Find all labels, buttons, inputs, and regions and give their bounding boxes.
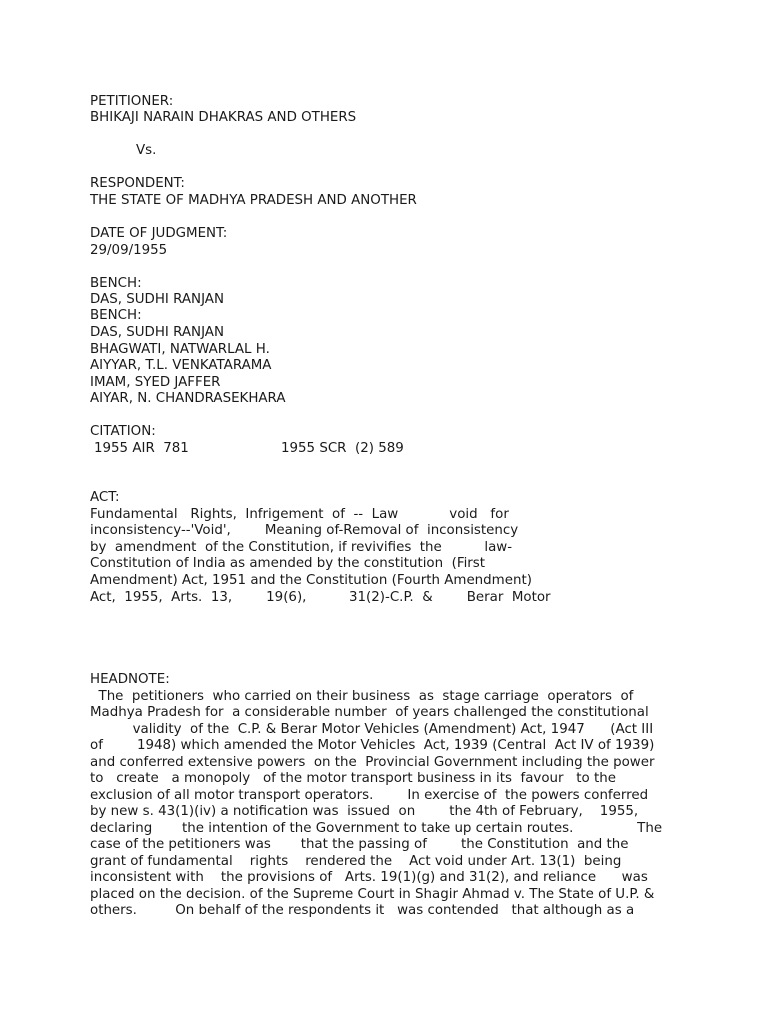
respondent-name: THE STATE OF MADHYA PRADESH AND ANOTHER [90, 193, 417, 208]
act-line: Fundamental Rights, Infrigement of -- Law void for [90, 507, 509, 522]
act-line: Amendment) Act, 1951 and the Constitution (Fourth Amendment) [90, 573, 532, 588]
judgment-date-value: 29/09/1955 [90, 243, 168, 258]
bench-member: BHAGWATI, NATWARLAL H. [90, 342, 270, 357]
act-line: Constitution of India as amended by the constitution (First [90, 556, 486, 571]
headnote-line: to create a monopoly of the motor transport business in its favour to the [90, 771, 616, 786]
versus-text: Vs. [136, 143, 157, 158]
citation-air: 1955 AIR 781 [94, 441, 189, 456]
act-label: ACT: [90, 490, 120, 505]
headnote-line: The petitioners who carried on their business as stage carriage operators of [90, 689, 634, 704]
bench-member: IMAM, SYED JAFFER [90, 375, 221, 390]
act-line: by amendment of the Constitution, if revivifies the law- [90, 540, 513, 555]
headnote-line: exclusion of all motor transport operators. In exercise of the powers conferred [90, 788, 649, 803]
petitioner-label: PETITIONER: [90, 94, 174, 109]
citation-scr: 1955 SCR (2) 589 [281, 441, 404, 456]
headnote-line: and conferred extensive powers on the Provincial Government including the power [90, 755, 655, 770]
headnote-line: Madhya Pradesh for a considerable number of years challenged the constitutional [90, 705, 649, 720]
act-line: inconsistency--'Void', Meaning of-Removal of inconsistency [90, 523, 519, 538]
bench-label: BENCH: [90, 308, 142, 323]
petitioner-name: BHIKAJI NARAIN DHAKRAS AND OTHERS [90, 110, 357, 125]
bench-member: DAS, SUDHI RANJAN [90, 325, 224, 340]
act-line: Act, 1955, Arts. 13, 19(6), 31(2)-C.P. & Berar Motor [90, 590, 551, 605]
headnote-label: HEADNOTE: [90, 672, 170, 687]
respondent-label: RESPONDENT: [90, 176, 185, 191]
bench-member: AIYYAR, T.L. VENKATARAMA [90, 358, 272, 373]
headnote-line: declaring the intention of the Government to take up certain routes. The [90, 821, 663, 836]
headnote-line: placed on the decision. of the Supreme Court in Shagir Ahmad v. The State of U.P. & [90, 887, 655, 902]
bench-member: DAS, SUDHI RANJAN [90, 292, 224, 307]
bench-label: BENCH: [90, 276, 142, 291]
headnote-line: others. On behalf of the respondents it was contended that although as a [90, 903, 635, 918]
headnote-line: of 1948) which amended the Motor Vehicles Act, 1939 (Central Act IV of 1939) [90, 738, 655, 753]
headnote-line: by new s. 43(1)(iv) a notification was issued on the 4th of February, 1955, [90, 804, 639, 819]
headnote-line: grant of fundamental rights rendered the Act void under Art. 13(1) being [90, 854, 622, 869]
judgment-date-label: DATE OF JUDGMENT: [90, 226, 228, 241]
headnote-line: case of the petitioners was that the passing of the Constitution and the [90, 837, 629, 852]
bench-member: AIYAR, N. CHANDRASEKHARA [90, 391, 286, 406]
citation-label: CITATION: [90, 424, 156, 439]
headnote-line: validity of the C.P. & Berar Motor Vehicles (Amendment) Act, 1947 (Act III [90, 722, 654, 737]
headnote-line: inconsistent with the provisions of Arts. 19(1)(g) and 31(2), and reliance was [90, 870, 648, 885]
